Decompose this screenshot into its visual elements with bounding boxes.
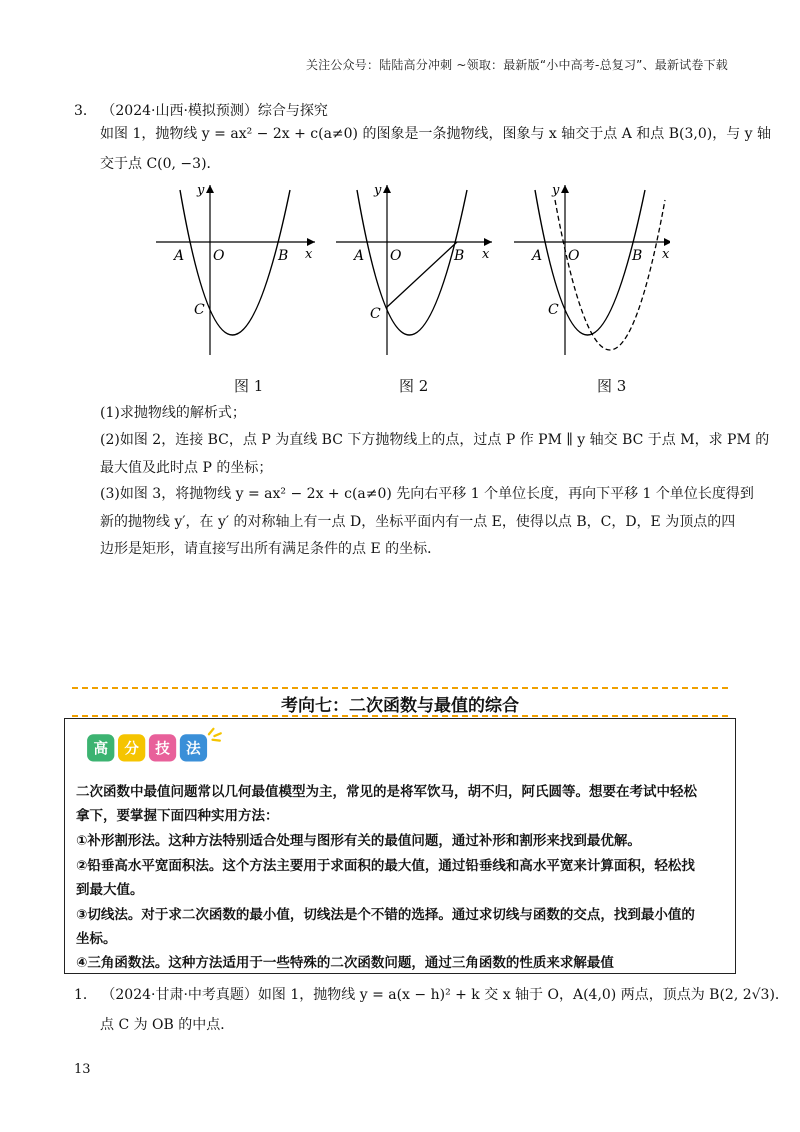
point-b-label: B (454, 248, 465, 264)
figure-3-caption: 图 3 (597, 377, 627, 395)
problem-3-heading (74, 100, 328, 120)
y-axis-label: y (374, 183, 382, 198)
problem-1-text: （2024·甘肃·中考真题）如图 1，抛物线 y = a(x − h)² + k 交 x 轴于 O，A(4,0) 两点，顶点为 B(2, 2√3)． (101, 987, 789, 1003)
problem-1-line-1 (74, 985, 789, 1005)
point-b-label: B (278, 248, 289, 264)
point-c-label: C (548, 302, 559, 318)
origin-label: O (213, 248, 225, 264)
tips-line: 坐标。 (76, 931, 117, 947)
point-a-label: A (532, 248, 543, 264)
tips-line: ③切线法。对于求二次函数的最小值，切线法是个不错的选择。通过求切线与函数的交点，找到最小值的 (76, 907, 695, 923)
figures-row (150, 180, 670, 365)
badge-char-1: 高 (93, 740, 108, 758)
tips-line: 二次函数中最值问题常以几何最值模型为主，常见的是将军饮马，胡不归，阿氏圆等。想要在考试中轻松 (76, 784, 697, 800)
figure-1 (156, 183, 315, 355)
problem-number: 3． (74, 103, 97, 119)
figure-1-caption: 图 1 (234, 377, 264, 395)
tips-line: 到最大值。 (76, 882, 144, 898)
problem-source: （2024·山西·模拟预测）综合与探究 (101, 103, 328, 119)
badge-char-4: 法 (186, 740, 201, 758)
point-c-label: C (370, 306, 381, 322)
tips-line: ④三角函数法。这种方法适用于一些特殊的二次函数问题，通过三角函数的性质来求解最值 (76, 955, 614, 971)
question-1: (1)求抛物线的解析式； (100, 405, 246, 421)
tips-line: ①补形割形法。这种方法特别适合处理与图形有关的最值问题，通过补形和割形来找到最优解。 (76, 833, 641, 849)
tips-line: 拿下，要掌握下面四种实用方法： (76, 808, 279, 824)
point-a-label: A (354, 248, 365, 264)
badge-char-3: 技 (155, 740, 170, 758)
question-3-line-1: (3)如图 3，将抛物线 y = ax² − 2x + c(a≠0) 先向右平移 1 个单位长度，再向下平移 1 个单位长度得到 (100, 486, 754, 502)
badge-char-2: 分 (124, 740, 139, 758)
figure-2-caption: 图 2 (399, 377, 429, 395)
point-a-label: A (174, 248, 185, 264)
x-axis-label: x (482, 247, 490, 262)
section-divider-bottom (72, 715, 728, 717)
x-axis-label: x (662, 247, 670, 262)
page-number: 13 (74, 1062, 91, 1077)
problem-3-line-1: 如图 1，抛物线 y = ax² − 2x + c(a≠0) 的图象是一条抛物线，图象与 x 轴交于点 A 和点 B(3,0)，与 y 轴 (100, 126, 772, 142)
figure-3 (514, 183, 670, 355)
question-3-line-2: 新的抛物线 y′，在 y′ 的对称轴上有一点 D，坐标平面内有一点 E，使得以点 B，C，D，E 为顶点的四 (100, 514, 736, 530)
problem-3-line-2: 交于点 C(0, −3)． (100, 156, 221, 172)
tips-badge (78, 727, 238, 767)
y-axis-label: y (197, 183, 205, 198)
y-axis-label: y (552, 183, 560, 198)
shifted-parabola-curve (555, 200, 665, 350)
problem-1-line-2: 点 C 为 OB 的中点． (100, 1017, 235, 1033)
question-2-line-1: (2)如图 2，连接 BC，点 P 为直线 BC 下方抛物线上的点，过点 P 作 PM ∥ y 轴交 BC 于点 M，求 PM 的 (100, 432, 770, 448)
problem-number: 1． (74, 987, 97, 1003)
point-b-label: B (632, 248, 643, 264)
question-3-line-3: 边形是矩形，请直接写出所有满足条件的点 E 的坐标． (100, 541, 442, 557)
point-c-label: C (194, 302, 205, 318)
figure-2 (336, 183, 492, 355)
question-2-line-2: 最大值及此时点 P 的坐标； (100, 460, 273, 476)
tips-line: ②铅垂高水平宽面积法。这个方法主要用于求面积的最大值，通过铅垂线和高水平宽来计算面积，轻松找 (76, 858, 695, 874)
x-axis-label: x (305, 247, 313, 262)
origin-label: O (390, 248, 402, 264)
section-title: 考向七：二次函数与最值的综合 (281, 696, 519, 716)
page-header: 关注公众号：陆陆高分冲刺 ~领取：最新版“小中高考-总复习”、最新试卷下载 (305, 58, 728, 72)
origin-label: O (568, 248, 580, 264)
section-divider-top (72, 687, 728, 689)
